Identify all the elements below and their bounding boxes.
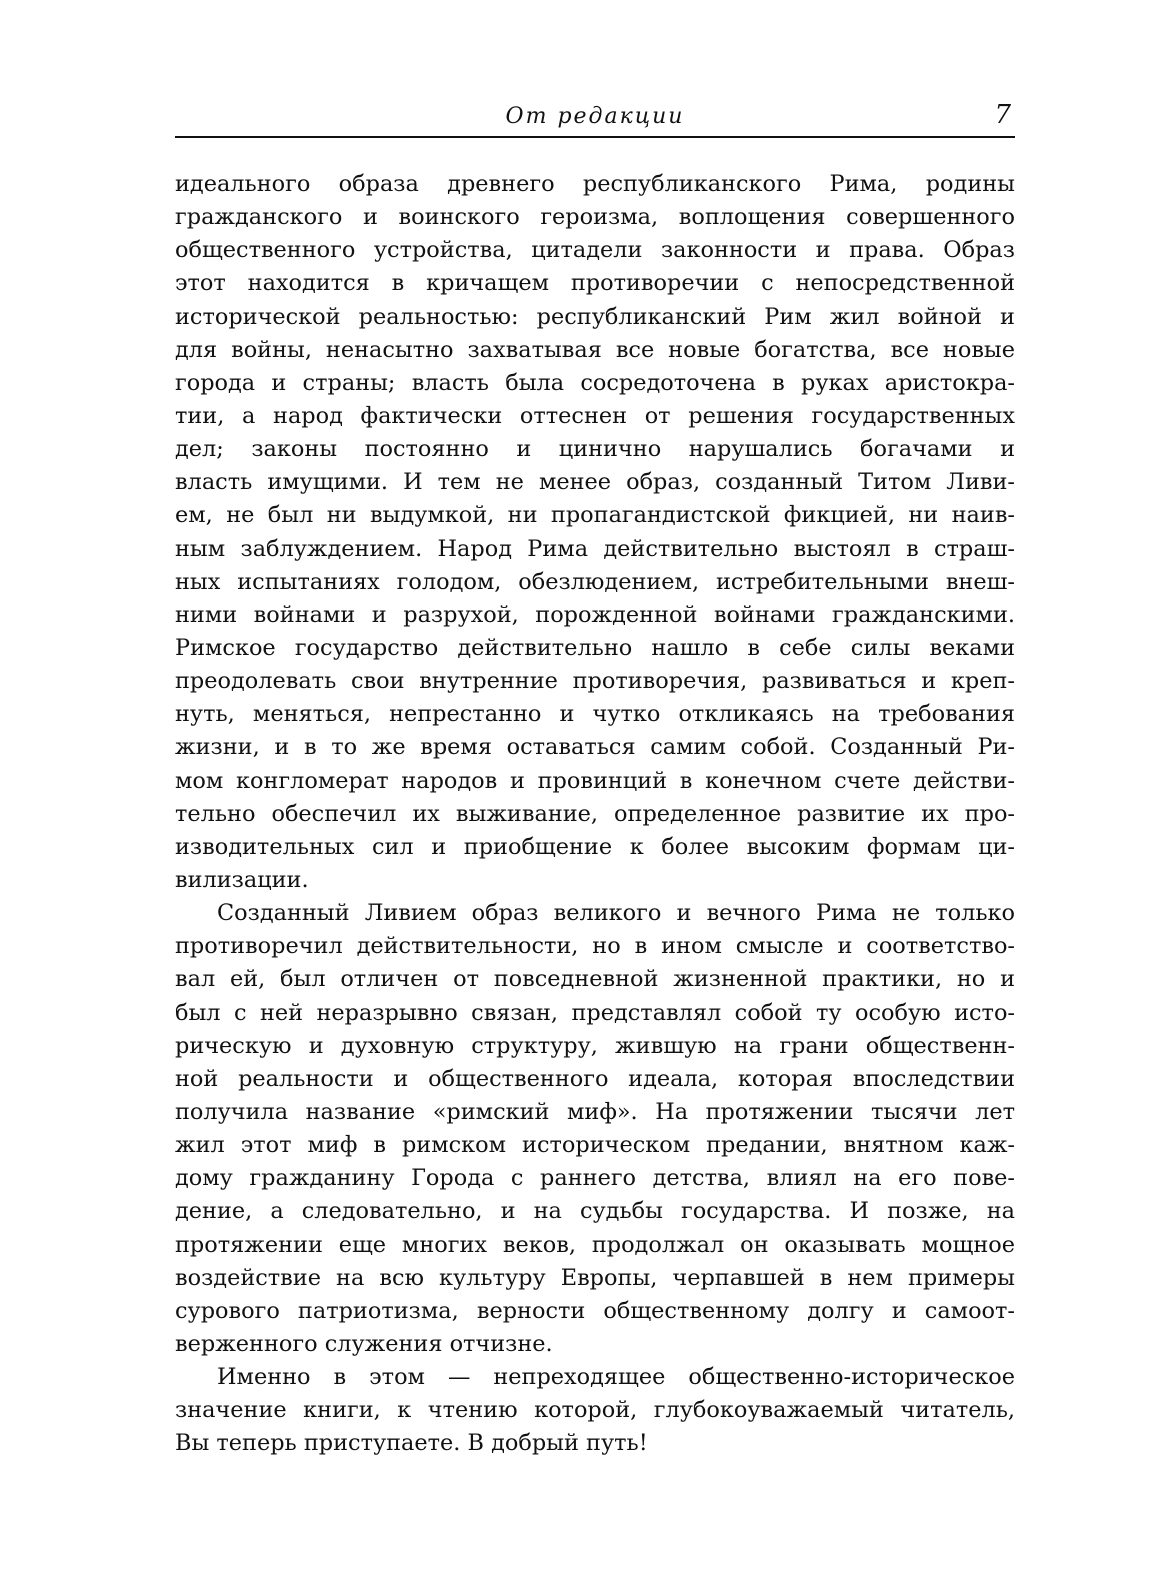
text-line: этот находится в кричащем противоречии с непосредственной	[175, 270, 1015, 297]
running-title: От редакции	[505, 104, 685, 129]
text-line: был с ней неразрывно связан, представлял собой ту особую исто-	[175, 999, 1015, 1026]
text-line: для войны, ненасытно захватывая все новые богатства, все новые	[175, 336, 1015, 363]
text-line: Вы теперь приступаете. В добрый путь!	[175, 1430, 648, 1457]
text-line: ними войнами и разрухой, порожденной войнами гражданскими.	[175, 601, 1015, 628]
text-line: протяжении еще многих веков, продолжал он оказывать мощное	[175, 1231, 1015, 1258]
text-line: ных испытаниях голодом, обезлюдением, истребительными внеш-	[175, 568, 1015, 595]
text-line: вилизации.	[175, 866, 309, 893]
text-line: ной реальности и общественного идеала, которая впоследствии	[175, 1065, 1015, 1092]
text-line: дел; законы постоянно и цинично нарушались богачами и	[175, 436, 1015, 463]
text-line: значение книги, к чтению которой, глубокоуважаемый читатель,	[175, 1397, 1015, 1424]
paragraph-3	[175, 1361, 1015, 1460]
text-line: ным заблуждением. Народ Рима действительно выстоял в страш-	[175, 535, 1015, 562]
text-line: Именно в этом — непреходящее общественно-историческое	[217, 1364, 1015, 1391]
text-line: изводительных сил и приобщение к более высоким формам ци-	[175, 833, 1015, 860]
text-line: сурового патриотизма, верности общественному долгу и самоот-	[175, 1297, 1015, 1324]
text-line: преодолевать свои внутренние противоречия, развиваться и креп-	[175, 668, 1015, 695]
text-line: вал ей, был отличен от повседневной жизненной практики, но и	[175, 966, 1015, 993]
text-line: получила название «римский миф». На протяжении тысячи лет	[175, 1098, 1015, 1125]
paragraph-1	[175, 168, 1015, 897]
text-line: верженного служения отчизне.	[175, 1330, 553, 1357]
text-line: противоречил действительности, но в ином смысле и соответство-	[175, 933, 1015, 960]
text-line: ем, не был ни выдумкой, ни пропагандистской фикцией, ни наив-	[175, 502, 1015, 529]
text-line: тии, а народ фактически оттеснен от решения государственных	[175, 402, 1015, 429]
text-line: жизни, и в то же время оставаться самим собой. Созданный Ри-	[175, 734, 1015, 761]
running-header	[175, 100, 1015, 138]
text-line: власть имущими. И тем не менее образ, созданный Титом Ливи-	[175, 469, 1015, 496]
text-line: нуть, меняться, непрестанно и чутко откликаясь на требования	[175, 701, 1015, 728]
text-line: тельно обеспечил их выживание, определенное развитие их про-	[175, 800, 1015, 827]
page-number: 7	[994, 100, 1011, 130]
text-line: города и страны; власть была сосредоточена в руках аристокра-	[175, 369, 1015, 396]
text-line: Римское государство действительно нашло в себе силы веками	[175, 634, 1015, 661]
paragraph-2	[175, 897, 1015, 1361]
text-line: гражданского и воинского героизма, воплощения совершенного	[175, 204, 1015, 231]
text-line: дому гражданину Города с раннего детства, влиял на его пове-	[175, 1165, 1015, 1192]
text-line: идеального образа древнего республиканского Рима, родины	[175, 171, 1015, 197]
text-line: общественного устройства, цитадели законности и права. Образ	[175, 237, 1015, 264]
text-line: воздействие на всю культуру Европы, черпавшей в нем примеры	[175, 1264, 1015, 1291]
text-line: исторической реальностью: республиканский Рим жил войной и	[175, 303, 1015, 330]
text-line: жил этот миф в римском историческом предании, внятном каж-	[175, 1132, 1015, 1159]
text-line: рическую и духовную структуру, жившую на грани общественн-	[175, 1032, 1015, 1059]
text-line: Созданный Ливием образ великого и вечного Рима не только	[217, 900, 1015, 927]
text-line: дение, а следовательно, и на судьбы государства. И позже, на	[175, 1198, 1015, 1225]
text-line: мом конгломерат народов и провинций в конечном счете действи-	[175, 767, 1015, 794]
body-text	[175, 168, 1015, 1460]
